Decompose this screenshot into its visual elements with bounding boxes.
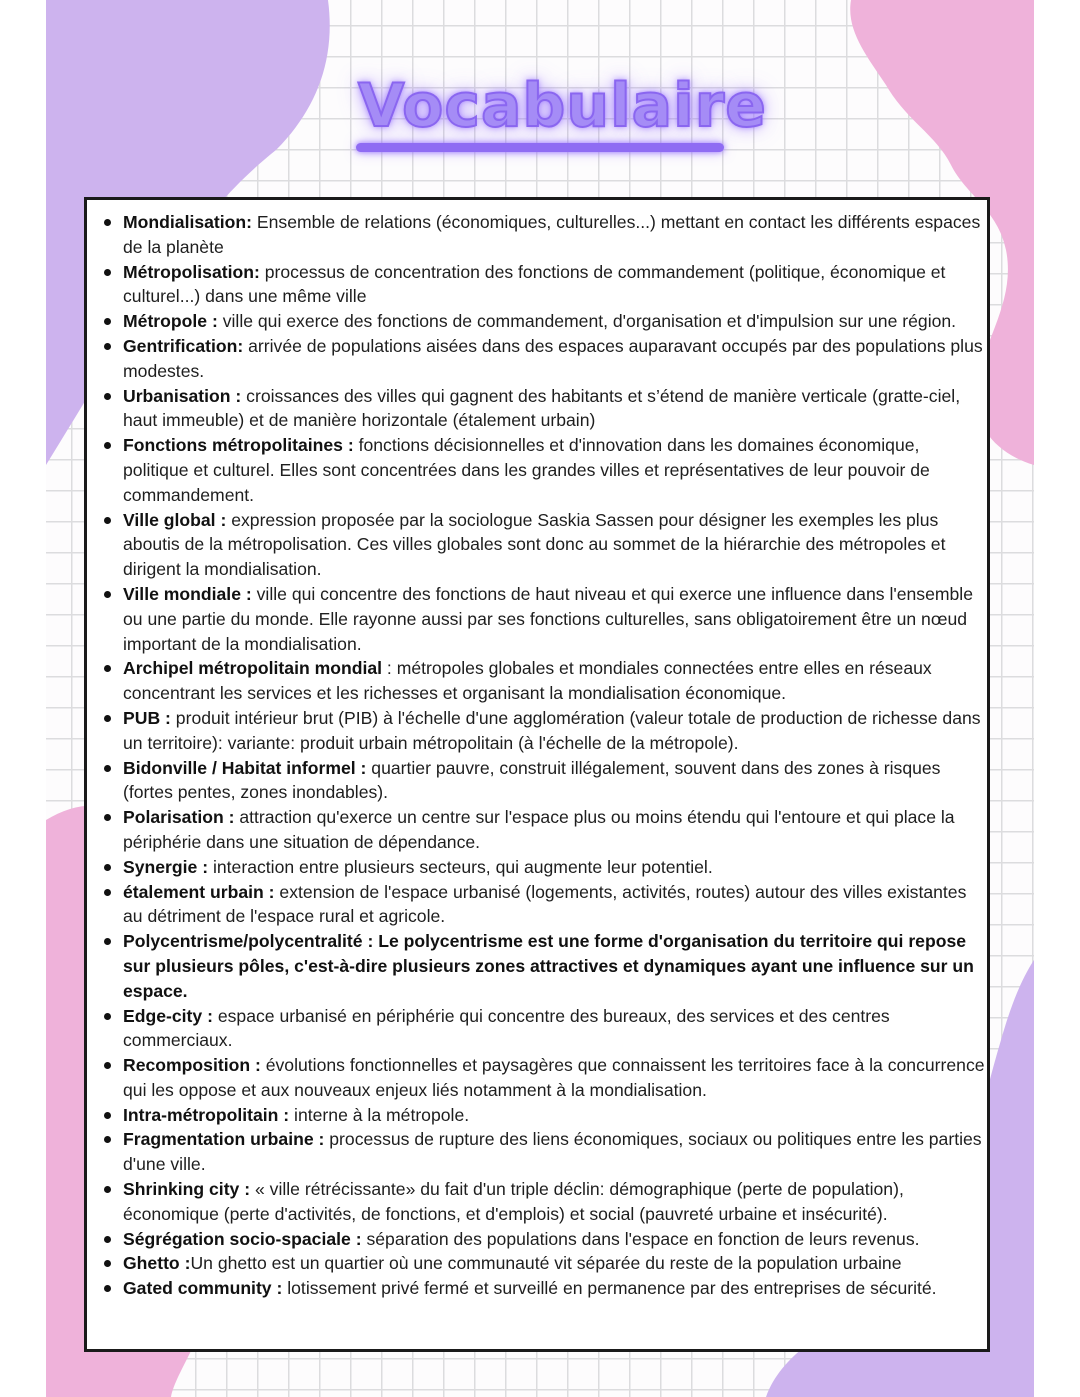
definition: attraction qu'exerce un centre sur l'espace plus ou moins étendu qui l'entoure et qui place la périphérie dans une situation de dépendance. (123, 807, 955, 852)
title-underline (356, 143, 724, 152)
term: Métropole : (123, 311, 218, 332)
definition: fonctions décisionnelles et d'innovation dans les domaines économique, politique et culturel. Elles sont concentrées dans les grandes villes et représentatives de leur pouvoir de commandement. (123, 435, 930, 505)
term: Gentrification: (123, 335, 244, 356)
list-item (123, 582, 989, 656)
list-item (123, 1053, 989, 1103)
list-item (123, 880, 989, 930)
term: Gated community : (123, 1278, 283, 1299)
term: Shrinking city : (123, 1179, 251, 1200)
term: Synergie : (123, 856, 209, 877)
list-item (123, 805, 989, 855)
list-item (123, 433, 989, 507)
definition: quartier pauvre, construit illégalement, souvent dans des zones à risques (fortes pentes, zones inondables). (123, 757, 941, 803)
list-item (123, 1127, 989, 1177)
term: Ségrégation socio-spaciale : (123, 1228, 362, 1249)
list-item (123, 1103, 989, 1128)
term: Ville global : (123, 509, 227, 530)
definition: séparation des populations dans l'espace en fonction de leurs revenus. (361, 1228, 920, 1249)
definition: ville qui exerce des fonctions de commandement, d'organisation et d'impulsion sur une région. (217, 311, 957, 332)
definition: « ville rétrécissante» du fait d'un triple déclin: démographique (perte de population), économique (perte d'activités, de fonctions, et d'emplois) et social (pauvreté urbaine et insécurité). (123, 1179, 904, 1224)
definition: processus de rupture des liens économiques, sociaux ou politiques entre les parties d'une ville. (123, 1129, 982, 1175)
definition: Le polycentrisme est une forme d'organisation du territoire qui repose sur plusieurs pôles, c'est-à-dire plusieurs zones attractives et dynamiques ayant une influence sur un espace. (123, 931, 974, 1001)
term: Métropolisation: (123, 261, 260, 282)
definition: Un ghetto est un quartier où une communauté vit séparée du reste de la population urbaine (190, 1253, 902, 1274)
term: Ghetto : (123, 1253, 191, 1274)
list-item (123, 260, 989, 310)
list-item (123, 1276, 989, 1301)
term: Polycentrisme/polycentralité : (123, 931, 374, 952)
list-item (123, 210, 989, 260)
list-item (123, 706, 989, 756)
definition: interaction entre plusieurs secteurs, qui augmente leur potentiel. (208, 856, 713, 877)
definition: Ensemble de relations (économiques, culturelles...) mettant en contact les différents espaces de la planète (123, 212, 981, 257)
term: Polarisation : (123, 807, 235, 828)
list-item (123, 309, 989, 334)
term: Intra-métropolitain : (123, 1104, 290, 1125)
list-item (123, 656, 989, 706)
term: Fonctions métropolitaines : (123, 435, 354, 456)
list-item (123, 1177, 989, 1227)
list-item (123, 1227, 989, 1252)
term: étalement urbain : (123, 881, 275, 902)
list-item (123, 508, 989, 582)
definition: expression proposée par la sociologue Saskia Sassen pour désigner les exemples les plus aboutis de la métropolisation. Ces villes globales sont donc au sommet de la hiérarchie des métropoles et dirigent la mondialisation. (123, 509, 946, 580)
term: Urbanisation : (123, 385, 242, 406)
vocabulary-box (84, 197, 990, 1352)
definition: processus de concentration des fonctions de commandement (politique, économique et culturel...) dans une même ville (123, 261, 946, 307)
definition: croissances des villes qui gagnent des habitants et s’étend de manière verticale (gratte-ciel, haut immeuble) et de manière horizontale (étalement urbain) (123, 385, 961, 431)
definition: arrivée de populations aisées dans des espaces auparavant occupés par des populations plus modestes. (123, 335, 983, 381)
term: Mondialisation: (123, 212, 253, 232)
term: Fragmentation urbaine : (123, 1129, 325, 1150)
definition: espace urbanisé en périphérie qui concentre des bureaux, des services et des centres commerciaux. (123, 1005, 890, 1051)
definition: produit intérieur brut (PIB) à l'échelle d'une agglomération (valeur totale de production de richesse dans un territoire): variante: produit urbain métropolitain (à l'échelle de la métropole). (123, 707, 981, 753)
term: Recomposition : (123, 1055, 261, 1076)
definition: extension de l'espace urbanisé (logements, activités, routes) autour des villes existantes au détriment de l'espace rural et agricole. (123, 881, 967, 927)
list-item (123, 929, 989, 1003)
page (46, 0, 1034, 1397)
term: Ville mondiale : (123, 583, 252, 604)
definition: interne à la métropole. (289, 1104, 470, 1125)
term: Archipel métropolitain mondial (123, 658, 383, 679)
term: Bidonville / Habitat informel : (123, 757, 367, 778)
definition: ville qui concentre des fonctions de haut niveau et qui exerce une influence dans l'ensemble ou une partie du monde. Elle rayonne aussi par ses fonctions culturelles, sans obligatoirement être un nœud important de la mondialisation. (123, 583, 973, 654)
page-title-wrap (358, 66, 767, 146)
definition: évolutions fonctionnelles et paysagères que connaissent les territoires face à la concurrence qui les oppose et aux nouveaux enjeux liés notamment à la mondialisation. (123, 1055, 985, 1100)
list-item (123, 1251, 989, 1276)
list-item (123, 1004, 989, 1054)
list-item (123, 855, 989, 880)
list-item (123, 384, 989, 434)
vocabulary-list (123, 210, 989, 1301)
term: PUB : (123, 707, 171, 728)
list-item (123, 756, 989, 806)
definition: : métropoles globales et mondiales connectées entre elles en réseaux concentrant les services et les richesses et organisant la mondialisation économique. (123, 658, 932, 704)
definition: lotissement privé fermé et surveillé en permanence par des entreprises de sécurité. (282, 1278, 937, 1299)
page-title: Vocabulaire (358, 71, 767, 141)
list-item (123, 334, 989, 384)
term: Edge-city : (123, 1005, 213, 1026)
